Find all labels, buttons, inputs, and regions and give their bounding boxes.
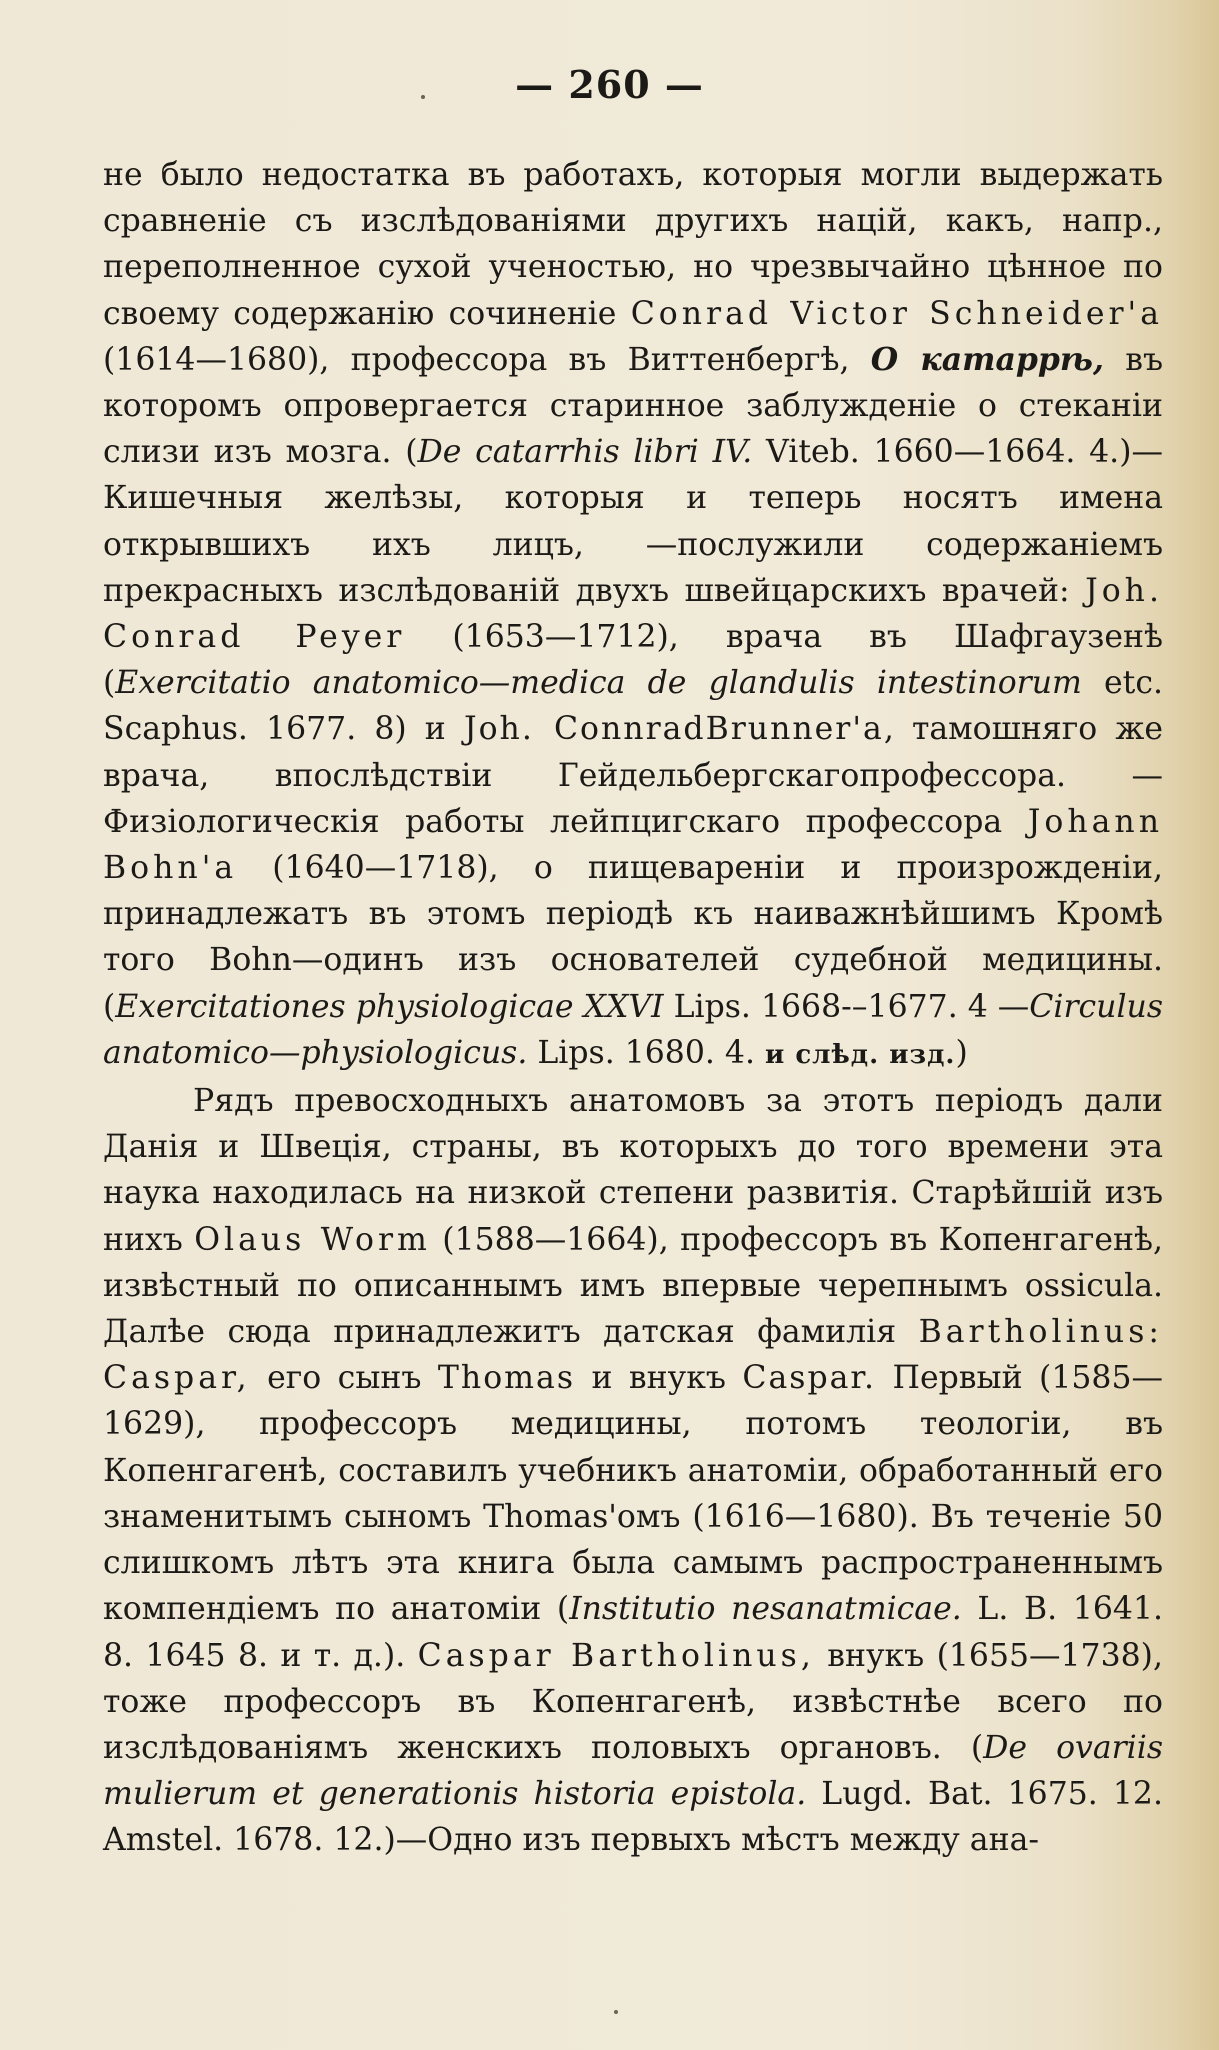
name-bohn: Johann Bohn'a [103,803,1163,887]
print-speck [421,95,425,99]
p1-text-g: , тамошняго же врача, впослѣдствіи Гейдельбергскагопрофессора. — Физіологическія работы лейпцигскаго профессора [103,711,1163,840]
name-bartholinus: Bartholinus: [918,1314,1163,1351]
page-body [103,152,1163,1864]
p2-text-d: его сынъ [250,1360,438,1397]
paragraph-1 [103,152,1163,1078]
title-exercitatio: Exercitatio anatomico—medica de glandulis intestinorum [115,665,1082,702]
name-caspar-2: Caspar. [742,1360,877,1397]
p2-text-a: Рядъ превосходныхъ анатомовъ за этотъ періодъ дали Данія и Швеція, страны, въ которыхъ до того времени эта наука находилась на низкой степени развитія. Старѣйшій изъ нихъ [103,1083,1163,1258]
name-peyer: Joh. Conrad Peyer [103,572,1163,656]
p2-text-f: Первый (1585—1629), профессоръ медицины, потомъ теологіи, въ Копенгагенѣ, составилъ учебникъ анатоміи, обработанный его знаменитымъ сыномъ Thomas'омъ (1616—1680). Въ теченіе 50 слишкомъ лѣтъ эта книга была самымъ распространеннымъ компендіемъ по анатоміи ( [103,1360,1163,1628]
p1-text-k: ) [955,1034,968,1071]
title-katarr: О катаррѣ, [870,340,1104,378]
title-circulus: Circulus anatomico—physiologicus. [103,988,1163,1071]
p1-text-i: Lips. 1668-–1677. 4 — [663,988,1030,1025]
p1-text-a: не было недостатка въ работахъ, которыя могли выдержать сравненіе съ изслѣдованіями другихъ націй, какъ, напр., переполненное сухой ученостью, но чрезвычайно цѣнное по своему содержанію сочиненіе [103,157,1163,332]
p1-text-b: (1614—1680), профессора въ Виттенбергѣ, [103,341,871,378]
p2-text-g: L. B. 1641. 8. 1645 8. и т. д.). [103,1591,1164,1674]
name-schneider: Conrad Victor Schneider'a [630,295,1164,332]
title-de-ovariis: De ovariis mulierum et generationis historia epistola. [103,1729,1163,1813]
title-institutio: Institutio nesanatmicae. [569,1591,962,1628]
p1-text-h: (1640—1718), о пищевареніи и произрожденіи, принадлежатъ въ этомъ періодѣ къ наиважнѣйшимъ Кромѣ того Bohn—одинъ изъ основателей судебной медицины. ( [103,850,1163,1025]
p2-text-b: (1588—1664), профессоръ въ Копенгагенѣ, извѣстный по описаннымъ имъ впервые черепнымъ ossicula. Далѣе сюда принадлежитъ датская фамилія [103,1221,1164,1351]
p2-text-e: и внукъ [574,1360,743,1397]
name-caspar-1: Caspar, [103,1360,251,1397]
name-thomas: Thomas [437,1360,575,1397]
title-exercitationes: Exercitationes physiologicae XXVI [115,988,664,1025]
p1-text-c: въ которомъ опровергается старинное заблужденіе о стеканіи слизи изъ мозга. ( [103,341,1163,471]
p1-text-f: etc. Scaphus. 1677. 8) и [103,665,1163,748]
name-worm: Olaus Worm [194,1221,431,1258]
p1-text-j: Lips. 1680. 4. [527,1034,765,1071]
name-caspar-bartholinus: Caspar Bartholinus, [417,1637,815,1674]
title-de-catarrhis: De catarrhis libri IV. [417,434,753,471]
p2-text-h: внукъ (1655—1738), тоже профессоръ въ Копенгагенѣ, извѣстнѣе всего по изслѣдованіямъ женскихъ половыхъ органовъ. ( [103,1637,1163,1766]
p2-text-i: Lugd. Bat. 1675. 12. Amstel. 1678. 12.)—Одно изъ первыхъ мѣстъ между ана- [103,1776,1163,1859]
paragraph-2 [103,1078,1163,1863]
abbrev-ed: и слѣд. изд. [764,1039,956,1070]
p1-text-d: Viteb. 1660—1664. 4.)— Кишечныя желѣзы, которыя и теперь носятъ имена открывшихъ ихъ лицъ, —послужили содержаніемъ прекрасныхъ изслѣдованій двухъ швейцарскихъ врачей: [103,434,1163,609]
p1-text-e: (1653—1712), врача въ Шафгаузенѣ ( [103,619,1163,702]
print-speck [614,2010,618,2014]
name-brunner: Joh. ConnradBrunner'a [463,711,884,748]
page-number: — 260 — [515,62,704,107]
